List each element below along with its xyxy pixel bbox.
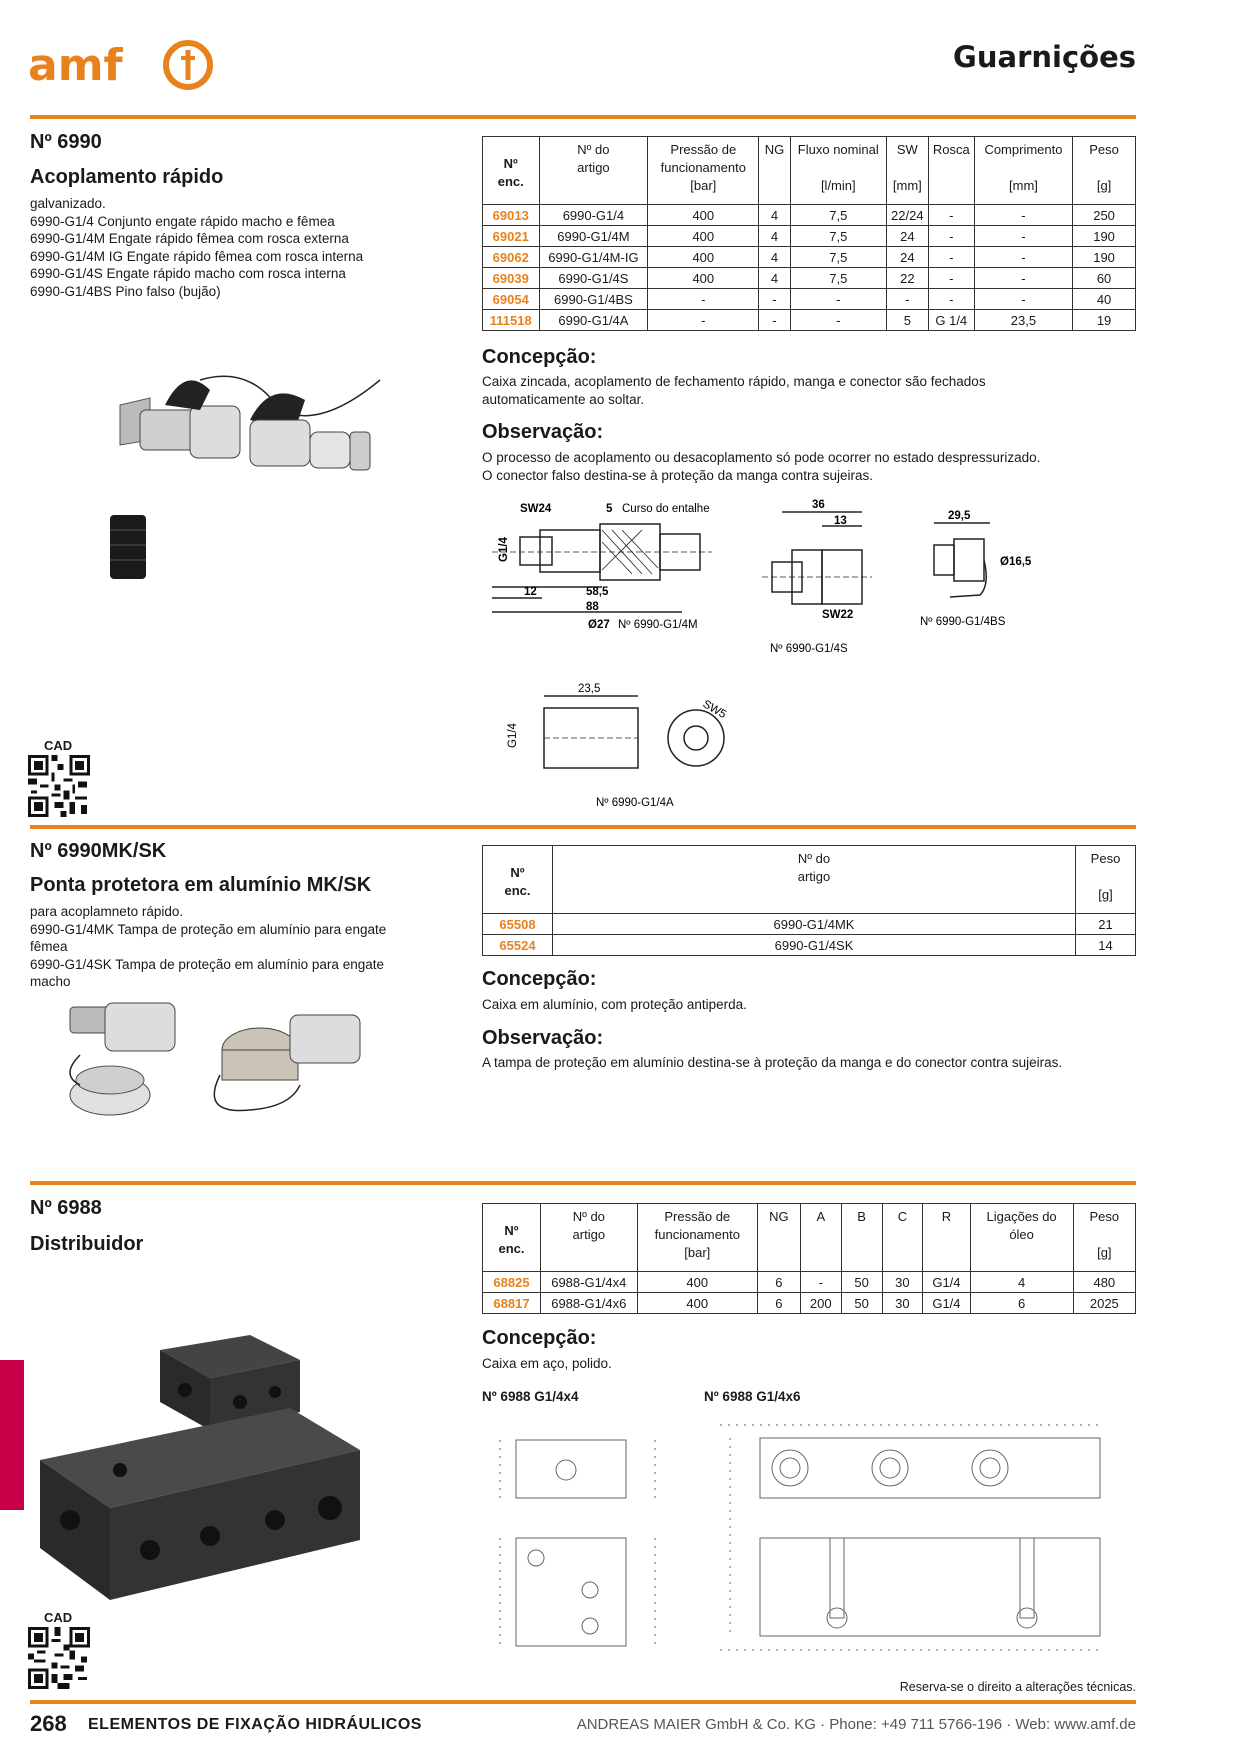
col-header: A bbox=[800, 1204, 841, 1272]
section-name: Distribuidor bbox=[30, 1233, 144, 1255]
drawing-6990-g14a bbox=[496, 682, 746, 812]
drawing-6988-x6 bbox=[700, 1410, 1120, 1660]
drawing-caption: Nº 6990-G1/4M bbox=[618, 619, 698, 631]
concepcao-heading: Concepção: bbox=[482, 1327, 597, 1349]
col-header: B bbox=[841, 1204, 882, 1272]
drawing-6990-g14s bbox=[752, 492, 892, 662]
page-title: Guarnições bbox=[953, 40, 1136, 74]
dim-label: 29,5 bbox=[948, 510, 971, 522]
col-header: Pressão de funcionamento [bar] bbox=[637, 1204, 757, 1272]
dim-label: SW24 bbox=[520, 503, 552, 515]
drawing-6990-g14m bbox=[482, 492, 742, 642]
drawing-caption: Nº 6990-G1/4S bbox=[770, 643, 848, 655]
amf-logo bbox=[28, 38, 220, 92]
observacao-heading: Observação: bbox=[482, 421, 604, 443]
dim-label: 88 bbox=[586, 601, 599, 613]
product-photo-coupling bbox=[80, 370, 400, 590]
col-header: Pressão de funcionamento [bar] bbox=[648, 137, 759, 205]
table-row: 65524 6990-G1/4SK 14 bbox=[483, 935, 1136, 956]
spec-table-6988 bbox=[482, 1203, 1136, 1314]
drawing-title-x4: Nº 6988 G1/4x4 bbox=[482, 1389, 579, 1404]
footer-company: ANDREAS MAIER GmbH & Co. KG · Phone: +49 711 5766-196 · Web: www.amf.de bbox=[576, 1716, 1136, 1733]
footer-rule bbox=[30, 1700, 1136, 1704]
col-header: R bbox=[923, 1204, 970, 1272]
reserva-note: Reserva-se o direito a alterações técnicas. bbox=[899, 1680, 1136, 1694]
concepcao-text: Caixa zincada, acoplamento de fechamento rápido, manga e conector são fechados automaticamente ao soltar. bbox=[482, 374, 986, 407]
col-header: Ligações do óleo bbox=[970, 1204, 1073, 1272]
dim-label: Curso do entalhe bbox=[622, 503, 710, 515]
table-row: 68817 6988-G1/4x6 400 6 200 50 30 G1/4 6 2025 bbox=[483, 1293, 1136, 1314]
concepcao-heading: Concepção: bbox=[482, 346, 597, 368]
dim-label: 23,5 bbox=[578, 683, 601, 695]
table-row: 69021 6990-G1/4M 400 4 7,5 24 - - 190 bbox=[483, 226, 1136, 247]
col-header: Rosca bbox=[928, 137, 974, 205]
concepcao-text: Caixa em alumínio, com proteção antiperda. bbox=[482, 997, 747, 1012]
dim-label: Ø16,5 bbox=[1000, 556, 1032, 568]
footer-section-title: ELEMENTOS DE FIXAÇÃO HIDRÁULICOS bbox=[88, 1716, 422, 1733]
col-header: NG bbox=[759, 137, 790, 205]
header-rule bbox=[30, 115, 1136, 119]
side-tab bbox=[0, 1360, 24, 1510]
section-number: Nº 6990 bbox=[30, 131, 102, 153]
table-row: 65508 6990-G1/4MK 21 bbox=[483, 914, 1136, 935]
section-name: Ponta protetora em alumínio MK/SK bbox=[30, 874, 372, 896]
product-photo-protective-caps bbox=[50, 995, 380, 1130]
page-number: 268 bbox=[30, 1711, 67, 1736]
drawing-6988-x4 bbox=[490, 1430, 670, 1660]
col-header: Peso [g] bbox=[1076, 846, 1136, 914]
drawing-6990-g14bs bbox=[920, 505, 1040, 635]
table-row: 68825 6988-G1/4x4 400 6 - 50 30 G1/4 4 480 bbox=[483, 1272, 1136, 1293]
col-header: Nº enc. bbox=[483, 1204, 541, 1272]
section-number: Nº 6988 bbox=[30, 1197, 102, 1219]
table-row: 111518 6990-G1/4A - - - 5 G 1/4 23,5 19 bbox=[483, 310, 1136, 331]
dim-label: 12 bbox=[524, 586, 537, 598]
col-header: SW [mm] bbox=[886, 137, 928, 205]
table-row: 69062 6990-G1/4M-IG 400 4 7,5 24 - - 190 bbox=[483, 247, 1136, 268]
observacao-text: A tampa de proteção em alumínio destina-se à proteção da manga e do conector contra sujeiras. bbox=[482, 1055, 1063, 1070]
col-header: C bbox=[882, 1204, 923, 1272]
product-photo-distributor bbox=[30, 1330, 360, 1630]
dim-label: G1/4 bbox=[498, 537, 510, 562]
dim-label: G1/4 bbox=[507, 723, 519, 748]
section-rule bbox=[30, 825, 1136, 829]
section-description: para acoplamneto rápido. 6990-G1/4MK Tampa de proteção em alumínio para engate fêmea 6990-G1/4SK Tampa de proteção em alumínio para engate macho bbox=[30, 904, 387, 989]
drawing-caption: Nº 6990-G1/4A bbox=[596, 797, 674, 809]
table-row: 69054 6990-G1/4BS - - - - - - 40 bbox=[483, 289, 1136, 310]
dim-label: Ø27 bbox=[588, 619, 610, 631]
cad-label: CAD bbox=[44, 1610, 73, 1625]
dim-label: SW22 bbox=[822, 609, 854, 621]
col-header: Comprimento [mm] bbox=[974, 137, 1072, 205]
concepcao-heading: Concepção: bbox=[482, 968, 597, 990]
dim-label: 5 bbox=[606, 503, 613, 515]
concepcao-text: Caixa em aço, polido. bbox=[482, 1356, 612, 1371]
col-header: Peso [g] bbox=[1073, 1204, 1135, 1272]
col-header: Nº do artigo bbox=[540, 1204, 637, 1272]
dim-label: 13 bbox=[834, 515, 847, 527]
cad-label: CAD bbox=[44, 738, 73, 753]
table-row: 69039 6990-G1/4S 400 4 7,5 22 - - 60 bbox=[483, 268, 1136, 289]
section-name: Acoplamento rápido bbox=[30, 166, 224, 188]
dim-label: 36 bbox=[812, 499, 825, 511]
col-header: NG bbox=[757, 1204, 800, 1272]
dim-label: 58,5 bbox=[586, 586, 609, 598]
observacao-text: O processo de acoplamento ou desacoplamento só pode ocorrer no estado despressurizado. O conector falso destina-se à proteção da manga contra sujeiras. bbox=[482, 450, 1041, 483]
dim-label: SW5 bbox=[700, 698, 729, 722]
section-description: galvanizado. 6990-G1/4 Conjunto engate rápido macho e fêmea 6990-G1/4M Engate rápido fêmea com rosca externa 6990-G1/4M IG Engate rápido fêmea com rosca interna 6990-G1/4S Engate rápido macho com rosca interna 6990-G1/4BS Pino falso (bujão) bbox=[30, 196, 364, 299]
qr-code[interactable] bbox=[28, 1627, 90, 1689]
spec-table-6990mk bbox=[482, 845, 1136, 956]
section-number: Nº 6990MK/SK bbox=[30, 840, 167, 862]
observacao-heading: Observação: bbox=[482, 1027, 604, 1049]
spec-table-6990 bbox=[482, 136, 1136, 331]
col-header: Nº enc. bbox=[483, 846, 553, 914]
col-header: Fluxo nominal [l/min] bbox=[790, 137, 886, 205]
qr-code[interactable] bbox=[28, 755, 90, 817]
col-header: Nº do artigo bbox=[539, 137, 648, 205]
col-header: Nº do artigo bbox=[553, 846, 1076, 914]
col-header: Nº enc. bbox=[483, 137, 540, 205]
logo-text: amf bbox=[28, 40, 123, 91]
col-header: Peso [g] bbox=[1073, 137, 1136, 205]
drawing-caption: Nº 6990-G1/4BS bbox=[920, 616, 1006, 628]
drawing-title-x6: Nº 6988 G1/4x6 bbox=[704, 1389, 801, 1404]
section-rule bbox=[30, 1181, 1136, 1185]
table-row: 69013 6990-G1/4 400 4 7,5 22/24 - - 250 bbox=[483, 205, 1136, 226]
